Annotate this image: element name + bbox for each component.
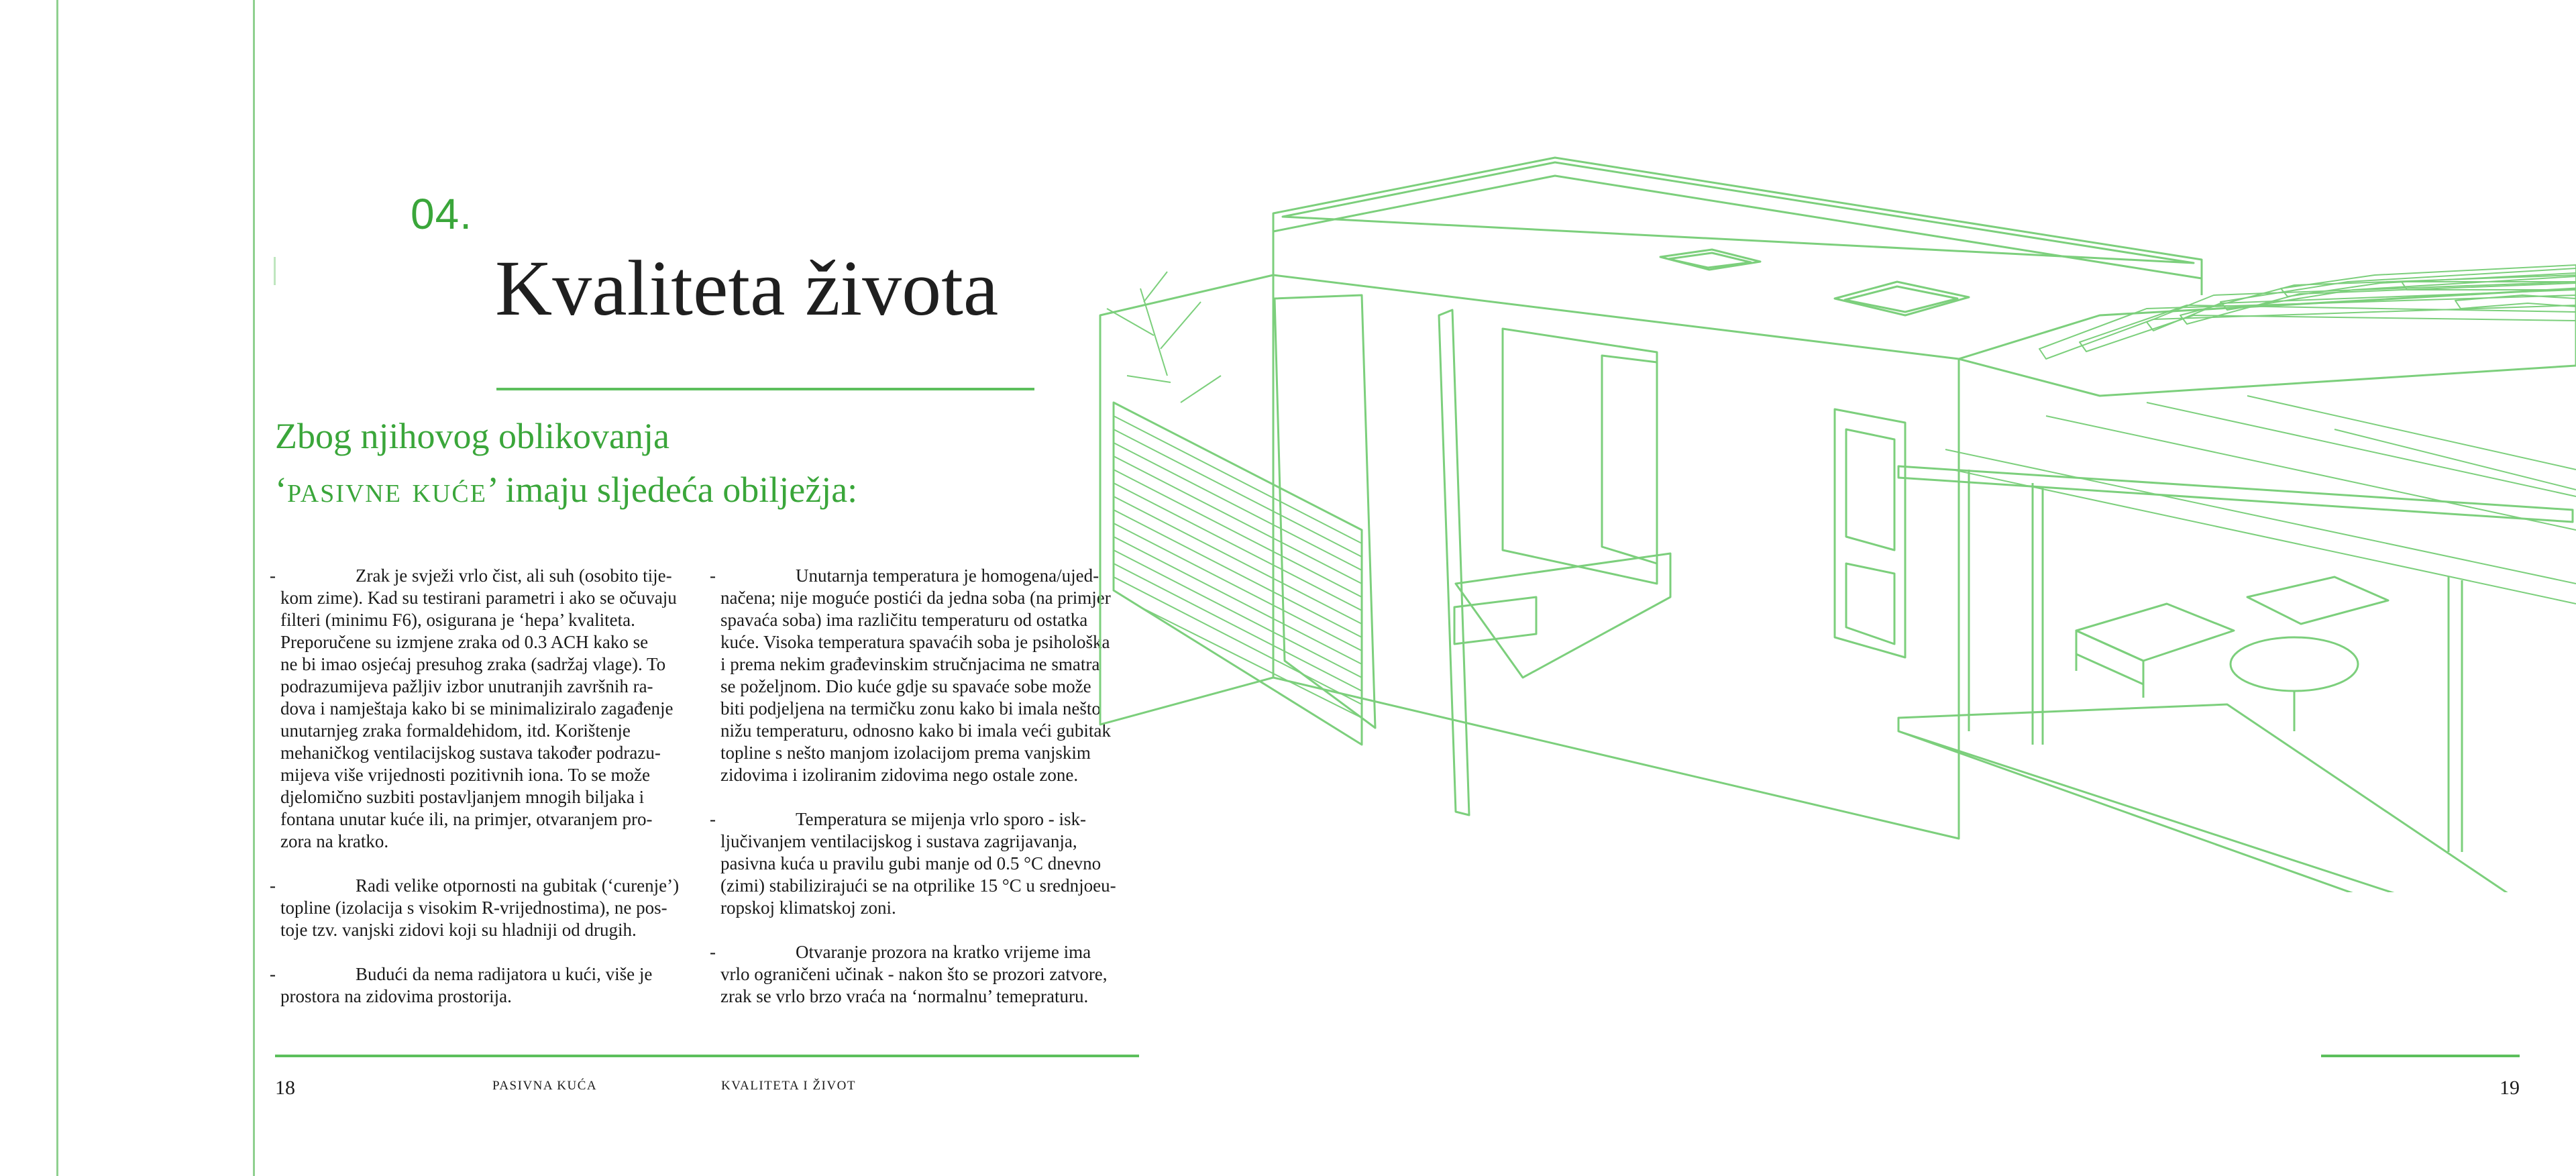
text-line: zrak se vrlo brzo vraća na ‘normalnu’ temepraturu. <box>720 986 1089 1006</box>
lounge-sofa <box>2076 604 2234 661</box>
door-lower-panel <box>1846 564 1894 644</box>
subtitle-line-1: Zbog njihovog oblikovanja <box>275 416 669 456</box>
text-line: prostora na zidovima prostorija. <box>280 986 512 1006</box>
passive-house-illustration-icon <box>1073 134 2576 892</box>
screen-slats <box>1114 416 1362 718</box>
text-line: Zrak je svježi vrlo čist, ali suh (osobito tije- <box>356 566 672 586</box>
text-line: Unutarnja temperatura je homogena/ujed- <box>796 566 1099 586</box>
footer-rule-left <box>275 1055 1139 1057</box>
text-line: biti podjeljena na termičku zonu kako bi imala nešto <box>720 698 1101 718</box>
text-line: mijeva više vrijednosti pozitivnih iona. To se može <box>280 765 651 785</box>
footer-rule-right <box>2321 1055 2520 1057</box>
text-line: spavaća soba) ima različitu temperaturu od ostatka <box>720 610 1088 630</box>
text-line: Otvaranje prozora na kratko vrijeme ima <box>796 942 1091 962</box>
text-line: fontana unutar kuće ili, na primjer, otvaranjem pro- <box>280 809 653 829</box>
paragraph-gap <box>275 853 704 875</box>
pergola-slats <box>2039 265 2576 359</box>
bullet-item <box>270 963 704 1008</box>
terrace-step <box>1456 553 1670 678</box>
text-line: toje tzv. vanjski zidovi koji su hladniji od drugih. <box>280 920 637 940</box>
section-subtitle <box>275 409 857 517</box>
text-line: topline (izolacija s visokim R-vrijednostima), ne pos- <box>280 898 667 918</box>
page-number-left: 18 <box>275 1077 295 1099</box>
bullet-text <box>275 963 704 1008</box>
text-line: Preporučene su izmjene zraka od 0.3 ACH kako se <box>280 632 649 652</box>
text-line: (zimi) stabilizirajući se na otprilike 15 °C u srednjoeu- <box>720 875 1116 896</box>
subtitle-line-2 <box>275 463 857 517</box>
text-line: unutarnjeg zraka formaldehidom, itd. Korištenje <box>280 720 631 741</box>
bullet-item <box>710 941 1144 1008</box>
text-line: filteri (minimu F6), osigurana je ‘hepa’ kvaliteta. <box>280 610 635 630</box>
inner-margin-line <box>253 0 255 1176</box>
page-title: Kvaliteta života <box>495 244 999 332</box>
bullet-dash: - <box>710 942 716 962</box>
text-line: Temperatura se mijenja vrlo sporo - isk- <box>796 809 1086 829</box>
text-line: topline s nešto manjom izolacijom prema vanjskim <box>720 743 1091 763</box>
text-line: Radi velike otpornosti na gubitak (‘curenje’) <box>356 875 680 896</box>
running-head-chapter: KVALITETA I ŽIVOT <box>721 1079 856 1093</box>
round-table <box>2231 637 2358 691</box>
text-line: vrlo ograničeni učinak - nakon što se prozori zatvore, <box>720 964 1108 984</box>
pergola-beam <box>1898 466 2573 522</box>
text-line: djelomično suzbiti postavljanjem mnogih biljaka i <box>280 787 645 807</box>
bullet-text <box>275 875 704 941</box>
lounge-chair <box>2247 577 2388 624</box>
bullet-dash: - <box>270 875 276 896</box>
bullet-dash: - <box>710 566 716 586</box>
front-wall <box>1273 275 1959 839</box>
planter-box <box>1454 597 1536 644</box>
bullet-text <box>715 941 1144 1008</box>
text-line: načena; nije moguće postići da jedna soba (na primjer <box>720 588 1111 608</box>
door-window <box>1846 429 1894 550</box>
text-line: nižu temperaturu, odnosno kako bi imala veći gubitak <box>720 720 1111 741</box>
text-line: podrazumijeva pažljiv izbor unutranjih završnih ra- <box>280 676 653 696</box>
bullet-item <box>270 875 704 941</box>
text-line: se poželjnom. Dio kuće gdje su spavaće sobe može <box>720 676 1091 696</box>
roof-edge <box>1283 162 2194 263</box>
text-line: zidovima i izoliranim zidovima nego ostale zone. <box>720 765 1079 785</box>
open-door-2 <box>1439 310 1469 815</box>
title-rule <box>496 388 1034 390</box>
running-head-book: PASIVNA KUĆA <box>492 1079 598 1093</box>
text-column-left <box>270 565 704 1008</box>
text-line: i prema nekim građevinskim stručnjacima ne smatra <box>720 654 1100 674</box>
text-line: kom zime). Kad su testirani parametri i ako se očuvaju <box>280 588 677 608</box>
sofa-front <box>2076 631 2143 684</box>
deck-edge <box>1898 704 2576 892</box>
left-wing <box>1100 275 1273 725</box>
interior-panel <box>1602 356 1657 564</box>
text-line: ljučivanjem ventilacijskog i sustava zagrijavanja, <box>720 831 1077 851</box>
interior-opening <box>1503 329 1657 584</box>
text-line: dova i namještaja kako bi se minimaliziralo zagađenje <box>280 698 674 718</box>
subtitle-smallcaps: pasivne kuće <box>286 470 487 510</box>
text-line: zora na kratko. <box>280 831 389 851</box>
paragraph-gap <box>715 919 1144 941</box>
text-line: mehaničkog ventilacijskog sustava također podrazu- <box>280 743 661 763</box>
text-line: ropskoj klimatskoj zoni. <box>720 898 896 918</box>
bullet-dash: - <box>710 809 716 829</box>
bullet-dash: - <box>270 964 276 984</box>
text-line: kuće. Visoka temperatura spavaćih soba je psihološka <box>720 632 1110 652</box>
text-line: pasivna kuća u pravilu gubi manje od 0.5 °C dnevno <box>720 853 1102 873</box>
tick-mark <box>274 257 276 285</box>
pergola-rafters <box>1945 396 2576 604</box>
chapter-number: 04. <box>411 190 472 238</box>
deck-base <box>1898 731 2576 892</box>
page-number-right: 19 <box>2500 1077 2520 1099</box>
text-line: Budući da nema radijatora u kući, više je <box>356 964 653 984</box>
roof-slab <box>1273 158 2202 278</box>
bullet-item <box>270 565 704 853</box>
text-line: ne bi imao osjećaj presuhog zraka (sadržaj vlage). To <box>280 654 666 674</box>
bullet-dash: - <box>270 566 276 586</box>
left-margin-line <box>56 0 58 1176</box>
bullet-text <box>275 565 704 853</box>
paragraph-gap <box>275 941 704 963</box>
subtitle-rest: ’ imaju sljedeća obilježja: <box>486 470 858 510</box>
quote-open: ‘ <box>275 470 287 510</box>
